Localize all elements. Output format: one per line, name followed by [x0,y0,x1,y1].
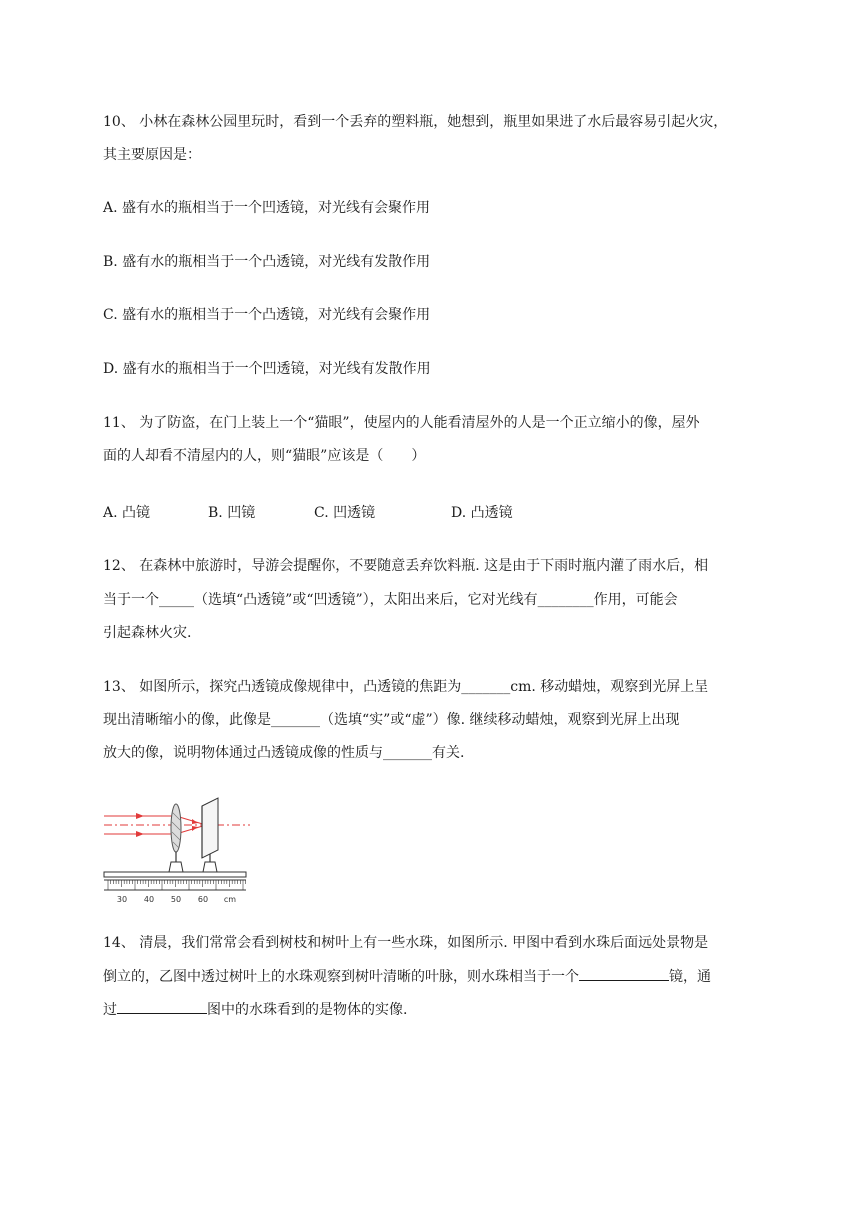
q11-option-b: B. 凹镜 [208,505,256,521]
q12-stem-line2: 当于一个_____（选填“凸透镜”或“凹透镜”），太阳出来后，它对光线有________作用，可能会 [103,592,678,608]
refracted-arrow-top [192,819,198,824]
q14-line3-text-a: 过 [103,1002,117,1018]
ruler-label-50: 50 [170,895,182,904]
q13-stem-line2: 现出清晰缩小的像，此像是_______（选填“实”或“虚”）像. 继续移动蜡烛，观察到光屏上出现 [103,712,680,728]
light-screen [202,798,218,858]
ruler-label-60: 60 [197,895,209,904]
ruler-label-40: 40 [143,895,155,904]
ruler-label-30: 30 [116,895,128,904]
q11-option-a: A. 凸镜 [103,505,151,521]
lens-experiment-figure [100,792,260,908]
ray-arrow-top [136,813,144,819]
q13-stem-line1: 13、 如图所示，探究凸透镜成像规律中，凸透镜的焦距为_______cm. 移动蜡烛，观察到光屏上呈 [103,679,709,695]
q10-option-a: A. 盛有水的瓶相当于一个凹透镜，对光线有会聚作用 [103,200,431,216]
bench-rail [104,872,246,877]
q14-line2-text-b: 镜，通 [669,969,711,985]
q14-line3-text-b: 图中的水珠看到的是物体的实像. [207,1002,408,1018]
q10-stem-line1: 10、 小林在森林公园里玩时，看到一个丢弃的塑料瓶，她想到，瓶里如果进了水后最容易引起火灾， [103,114,728,130]
q10-option-c: C. 盛有水的瓶相当于一个凸透镜，对光线有会聚作用 [103,307,431,323]
q11-stem-line2: 面的人却看不清屋内的人，则“猫眼”应该是（ ） [103,448,426,464]
optical-bench-diagram [100,792,260,908]
q11-option-c: C. 凹透镜 [314,505,376,521]
q13-stem-line3: 放大的像，说明物体通过凸透镜成像的性质与_______有关. [103,745,465,761]
q14-stem-line2 [103,966,711,987]
ray-arrow-bottom [136,831,144,837]
q11-option-d: D. 凸透镜 [451,505,513,521]
lens-holder [169,862,183,872]
q10-option-b: B. 盛有水的瓶相当于一个凸透镜，对光线有发散作用 [103,254,431,270]
screen-holder [203,862,217,872]
q14-line2-text-a: 倒立的，乙图中透过树叶上的水珠观察到树叶清晰的叶脉，则水珠相当于一个 [103,969,579,985]
q10-option-d: D. 盛有水的瓶相当于一个凹透镜，对光线有发散作用 [103,361,431,377]
q14-stem-line1: 14、 清晨，我们常常会看到树枝和树叶上有一些水珠，如图所示. 甲图中看到水珠后面远处景物是 [103,935,709,951]
q14-answer-blank-2[interactable] [117,999,207,1014]
refracted-arrow-bottom [192,826,198,831]
q14-stem-line3 [103,999,407,1020]
q12-stem-line3: 引起森林火灾. [103,625,192,641]
ruler-label-unit: cm [223,895,237,904]
q12-stem-line1: 12、 在森林中旅游时，导游会提醒你，不要随意丢弃饮料瓶. 这是由于下雨时瓶内灌了雨水后，相 [103,558,709,574]
q14-answer-blank-1[interactable] [579,966,669,981]
ruler-ticks [108,880,246,890]
q11-stem-line1: 11、 为了防盗，在门上装上一个“猫眼”，使屋内的人能看清屋外的人是一个正立缩小的像，屋外 [103,415,700,431]
q10-stem-line2: 其主要原因是： [103,147,201,163]
